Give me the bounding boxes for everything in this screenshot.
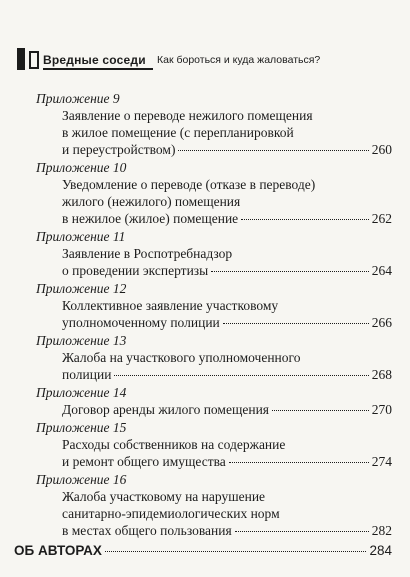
header-marker-box (29, 51, 39, 69)
page-number: 274 (371, 454, 392, 469)
toc-entry[interactable] (0, 159, 410, 227)
dot-leader (229, 462, 369, 463)
entry-title-last-line (62, 262, 392, 279)
dot-leader (211, 271, 369, 272)
entry-title-last-line (62, 522, 392, 539)
dot-leader (105, 551, 367, 552)
entry-title-text: Договор аренды жилого помещения (62, 402, 270, 417)
entry-title-line: Заявление в Роспотребнадзор (62, 246, 233, 261)
entry-title-text: в нежилое (жилое) помещение (62, 211, 239, 226)
dot-leader (114, 375, 368, 376)
toc-entry-authors[interactable] (14, 543, 392, 558)
entry-title-line: Жалоба на участкового уполномоченного (62, 350, 301, 365)
dot-leader (235, 531, 369, 532)
toc-entry[interactable] (0, 280, 410, 331)
entry-title-last-line (62, 366, 392, 383)
appendix-label: Приложение 11 (36, 229, 126, 244)
book-subtitle: Как бороться и куда жаловаться? (157, 54, 321, 66)
dot-leader (223, 323, 369, 324)
authors-title: ОБ АВТОРАХ (14, 543, 102, 558)
dot-leader (241, 219, 369, 220)
page-number: 270 (371, 402, 392, 417)
appendix-label: Приложение 9 (36, 91, 120, 106)
toc-entry[interactable] (0, 384, 410, 418)
entry-title-line: Заявление о переводе нежилого помещения (62, 108, 313, 123)
page-number: 284 (369, 543, 392, 558)
toc-entry[interactable] (0, 332, 410, 383)
entry-title-last-line (62, 453, 392, 470)
running-header (17, 48, 397, 78)
header-rule (43, 68, 153, 70)
page-number: 264 (371, 263, 392, 278)
appendix-label: Приложение 16 (36, 472, 127, 487)
entry-title-last-line (62, 314, 392, 331)
toc-entry[interactable] (0, 419, 410, 470)
entry-title-text: о проведении экспертизы (62, 263, 209, 278)
entry-title-line: Коллективное заявление участковому (62, 298, 279, 313)
entry-title-line: в жилое помещение (с перепланировкой (62, 125, 294, 140)
table-of-contents (0, 90, 410, 539)
page-number: 260 (371, 142, 392, 157)
page-number: 262 (371, 211, 392, 226)
series-title: Вредные соседи (43, 53, 146, 67)
entry-title-text: и ремонт общего имущества (62, 454, 226, 469)
dot-leader (178, 150, 368, 151)
appendix-label: Приложение 12 (36, 281, 127, 296)
toc-entry[interactable] (0, 90, 410, 158)
toc-entry[interactable] (0, 228, 410, 279)
toc-entry[interactable] (0, 471, 410, 539)
appendix-label: Приложение 15 (36, 420, 127, 435)
header-marker-bar (17, 48, 25, 70)
appendix-label: Приложение 13 (36, 333, 127, 348)
entry-title-last-line (62, 141, 392, 158)
entry-title-last-line (62, 210, 392, 227)
entry-title-last-line (62, 401, 392, 418)
dot-leader (272, 410, 369, 411)
appendix-label: Приложение 10 (36, 160, 127, 175)
entry-title-line: санитарно-эпидемиологических норм (62, 506, 280, 521)
entry-title-text: уполномоченному полиции (62, 315, 220, 330)
entry-title-text: и переустройством) (62, 142, 176, 157)
entry-title-line: жилого (нежилого) помещения (62, 194, 241, 209)
entry-title-text: полиции (62, 367, 112, 382)
page-number: 266 (371, 315, 392, 330)
page-number: 282 (371, 523, 392, 538)
page-number: 268 (371, 367, 392, 382)
entry-title-line: Жалоба участковому на нарушение (62, 489, 266, 504)
entry-title-line: Уведомление о переводе (отказе в переводе) (62, 177, 316, 192)
appendix-label: Приложение 14 (36, 385, 127, 400)
entry-title-text: в местах общего пользования (62, 523, 232, 538)
entry-title-line: Расходы собственников на содержание (62, 437, 286, 452)
